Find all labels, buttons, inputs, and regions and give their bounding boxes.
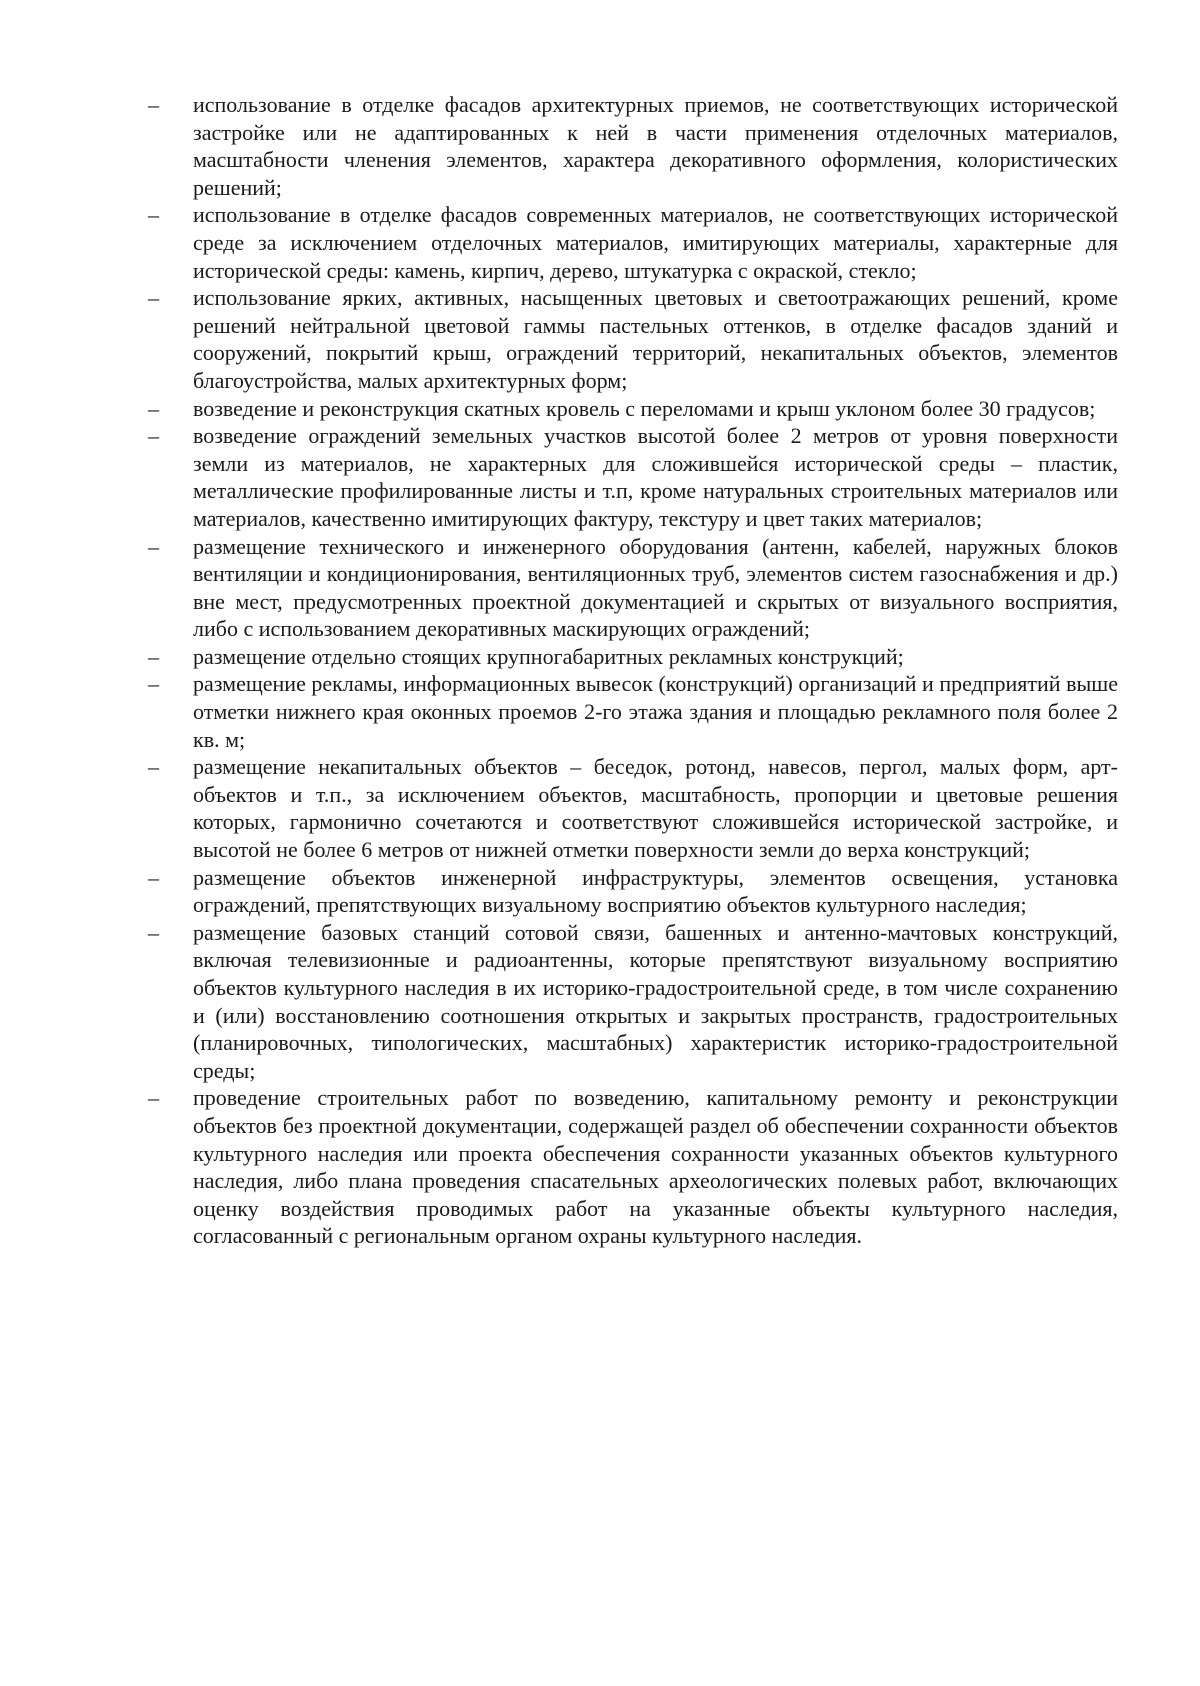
list-item-text: проведение строительных работ по возведению, капитальному ремонту и реконструкции объектов без проектной документации, содержащей раздел об обеспечении сохранности объектов культурного наследия или проекта обеспечения сохранности указанных объектов культурного наследия, либо плана проведения спасательных археологических полевых работ, включающих оценку воздействия проводимых работ на указанные объекты культурного наследия, согласованный с региональным органом охраны культурного наследия. <box>193 1085 1118 1249</box>
list-bullet: – <box>148 533 159 559</box>
list-item-text: размещение технического и инженерного оборудования (антенн, кабелей, наружных блоков вентиляции и кондиционирования, вентиляционных труб, элементов систем газоснабжения и др.) вне мест, предусмотренных проектной документацией и скрытых от визуального восприятия, либо с использованием декоративных маскирующих ограждений; <box>193 533 1118 642</box>
list-item <box>148 533 1118 643</box>
list-bullet: – <box>148 864 159 890</box>
list-item-text: размещение объектов инженерной инфраструктуры, элементов освещения, установка ограждений, препятствующих визуальному восприятию объектов культурного наследия; <box>193 864 1118 918</box>
list-item-text: использование в отделке фасадов современных материалов, не соответствующих исторической среде за исключением отделочных материалов, имитирующих материалы, характерные для исторической среды: камень, кирпич, дерево, штукатурка с окраской, стекло; <box>193 202 1118 283</box>
list-bullet: – <box>148 202 159 228</box>
list-item <box>148 1084 1118 1250</box>
restrictions-list <box>148 91 1118 1250</box>
list-item-text: возведение ограждений земельных участков высотой более 2 метров от уровня поверхности земли из материалов, не характерных для сложившейся исторической среды – пластик, металлические профилированные листы и т.п, кроме натуральных строительных материалов или материалов, качественно имитирующих фактуру, текстуру и цвет таких материалов; <box>193 423 1118 531</box>
list-item-text: размещение рекламы, информационных вывесок (конструкций) организаций и предприятий выше отметки нижнего края оконных проемов 2-го этажа здания и площадью рекламного поля более 2 кв. м; <box>193 671 1118 752</box>
list-item <box>148 753 1118 863</box>
list-bullet: – <box>148 1085 159 1111</box>
list-item-text: размещение отдельно стоящих крупногабаритных рекламных конструкций; <box>193 643 904 669</box>
list-bullet: – <box>148 754 159 780</box>
list-item <box>148 670 1118 753</box>
list-bullet: – <box>148 395 159 421</box>
list-bullet: – <box>148 919 159 945</box>
list-item <box>148 864 1118 919</box>
list-item <box>148 919 1118 1085</box>
list-bullet: – <box>148 423 159 449</box>
list-item <box>148 91 1118 201</box>
list-item-text: размещение базовых станций сотовой связи, башенных и антенно-мачтовых конструкций, включая телевизионные и радиоантенны, которые препятствуют визуальному восприятию объектов культурного наследия в их историко-градостроительной среде, в том числе сохранению и (или) восстановлению соотношения открытых и закрытых пространств, градостроительных (планировочных, типологических, масштабных) характеристик историко-градостроительной среды; <box>193 919 1118 1083</box>
list-item <box>148 422 1118 532</box>
list-item <box>148 201 1118 284</box>
list-item-text: использование ярких, активных, насыщенных цветовых и светоотражающих решений, кроме решений нейтральной цветовой гаммы пастельных оттенков, в отделке фасадов зданий и сооружений, покрытий крыш, ограждений территорий, некапитальных объектов, элементов благоустройства, малых архитектурных форм; <box>193 285 1118 393</box>
list-bullet: – <box>148 671 159 697</box>
list-bullet: – <box>148 643 159 669</box>
list-bullet: – <box>148 285 159 311</box>
list-item-text: использование в отделке фасадов архитектурных приемов, не соответствующих исторической застройке или не адаптированных к ней в части применения отделочных материалов, масштабности членения элементов, характера декоративного оформления, колористических решений; <box>193 92 1118 200</box>
list-bullet: – <box>148 92 159 117</box>
list-item <box>148 643 1118 671</box>
list-item <box>148 395 1118 423</box>
list-item-text: размещение некапитальных объектов – беседок, ротонд, навесов, пергол, малых форм, арт-объектов и т.п., за исключением объектов, масштабность, пропорции и цветовые решения которых, гармонично сочетаются и соответствуют сложившейся исторической застройке, и высотой не более 6 метров от нижней отметки поверхности земли до верха конструкций; <box>193 754 1118 863</box>
list-item <box>148 284 1118 394</box>
list-item-text: возведение и реконструкция скатных кровель с переломами и крыш уклоном более 30 градусов; <box>193 395 1096 421</box>
